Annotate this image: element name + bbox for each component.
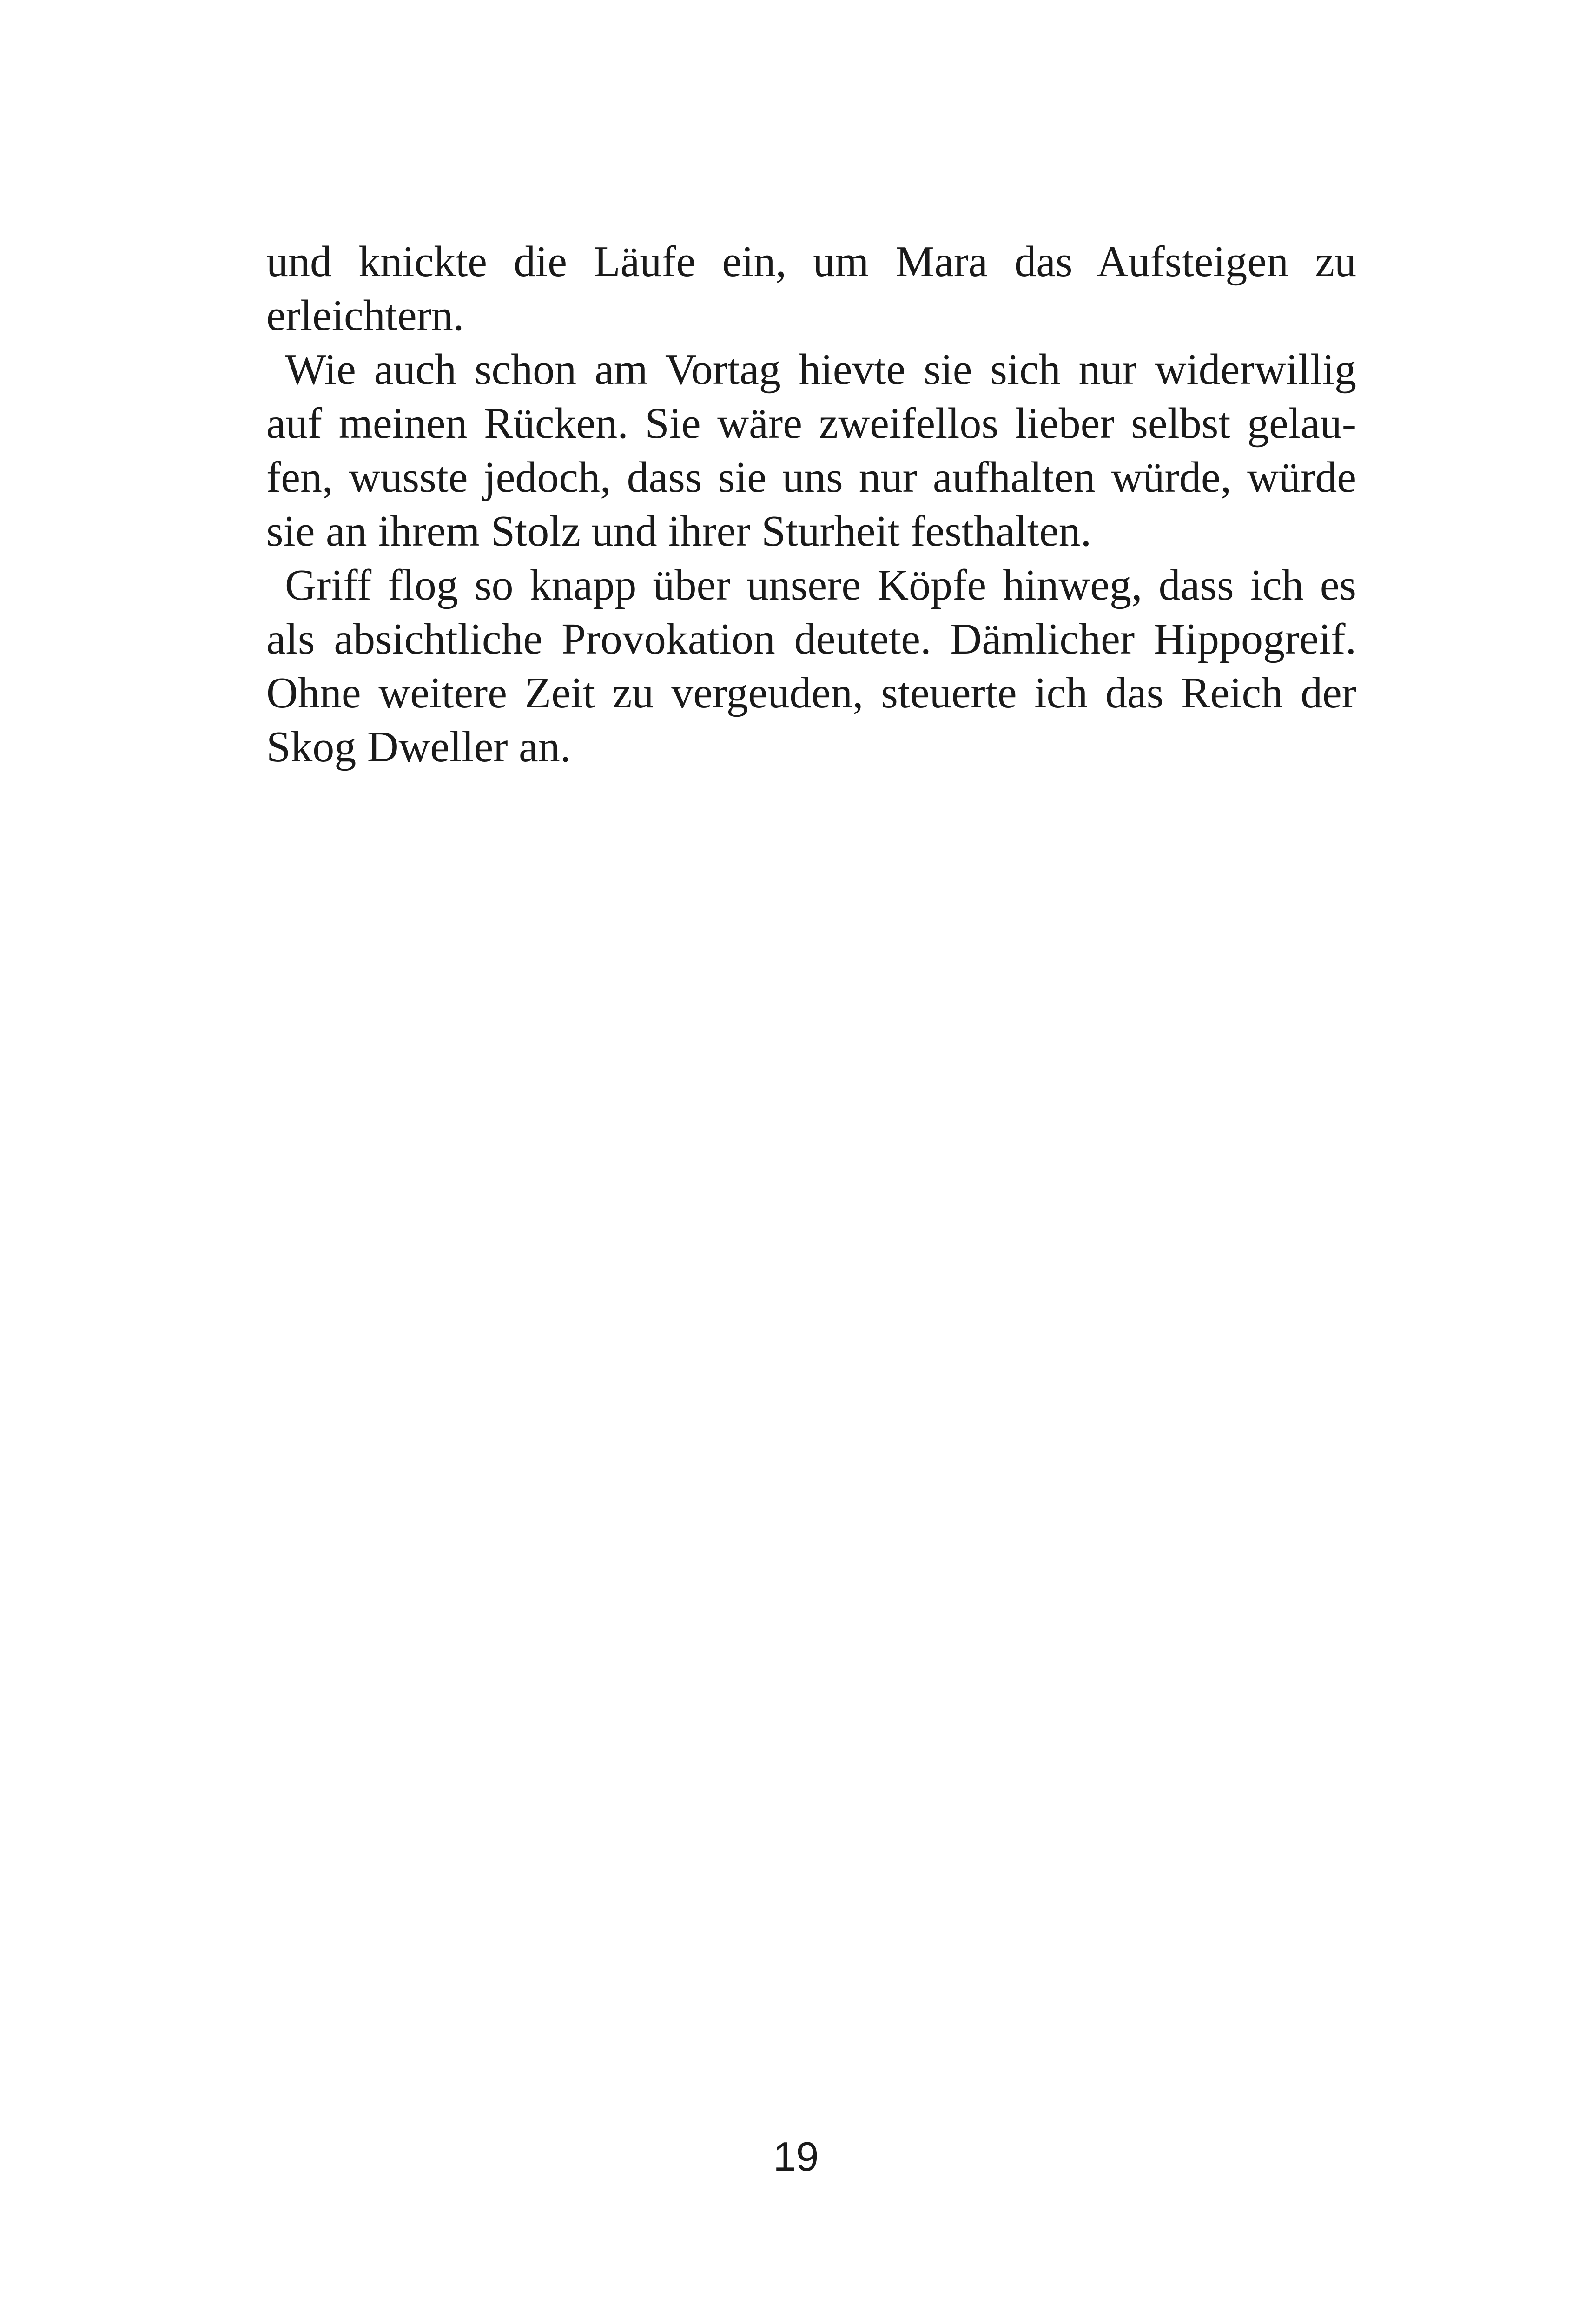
paragraph-2 xyxy=(266,343,1356,558)
text-line: Wie auch schon am Vortag hievte sie sich nur widerwillig xyxy=(285,345,1356,394)
text-line: und knickte die Läufe ein, um Mara das Aufsteigen zu xyxy=(266,238,1356,286)
text-line: erleichtern. xyxy=(266,291,464,340)
text-line: als absichtliche Provokation deutete. Dämlicher Hippogreif. xyxy=(266,615,1356,663)
paragraph-3 xyxy=(266,558,1356,774)
text-line: auf meinen Rücken. Sie wäre zweifellos lieber selbst gelau- xyxy=(266,399,1356,448)
text-line: fen, wusste jedoch, dass sie uns nur aufhalten würde, würde xyxy=(266,453,1356,502)
page-number: 19 xyxy=(773,2133,819,2179)
paragraph-1 xyxy=(266,235,1356,343)
body-text xyxy=(266,235,1356,774)
text-line: Ohne weitere Zeit zu vergeuden, steuerte ich das Reich der xyxy=(266,669,1356,717)
text-line: Griff flog so knapp über unsere Köpfe hinweg, dass ich es xyxy=(285,561,1356,609)
text-line: Skog Dweller an. xyxy=(266,723,571,771)
text-line: sie an ihrem Stolz und ihrer Sturheit festhalten. xyxy=(266,507,1092,555)
